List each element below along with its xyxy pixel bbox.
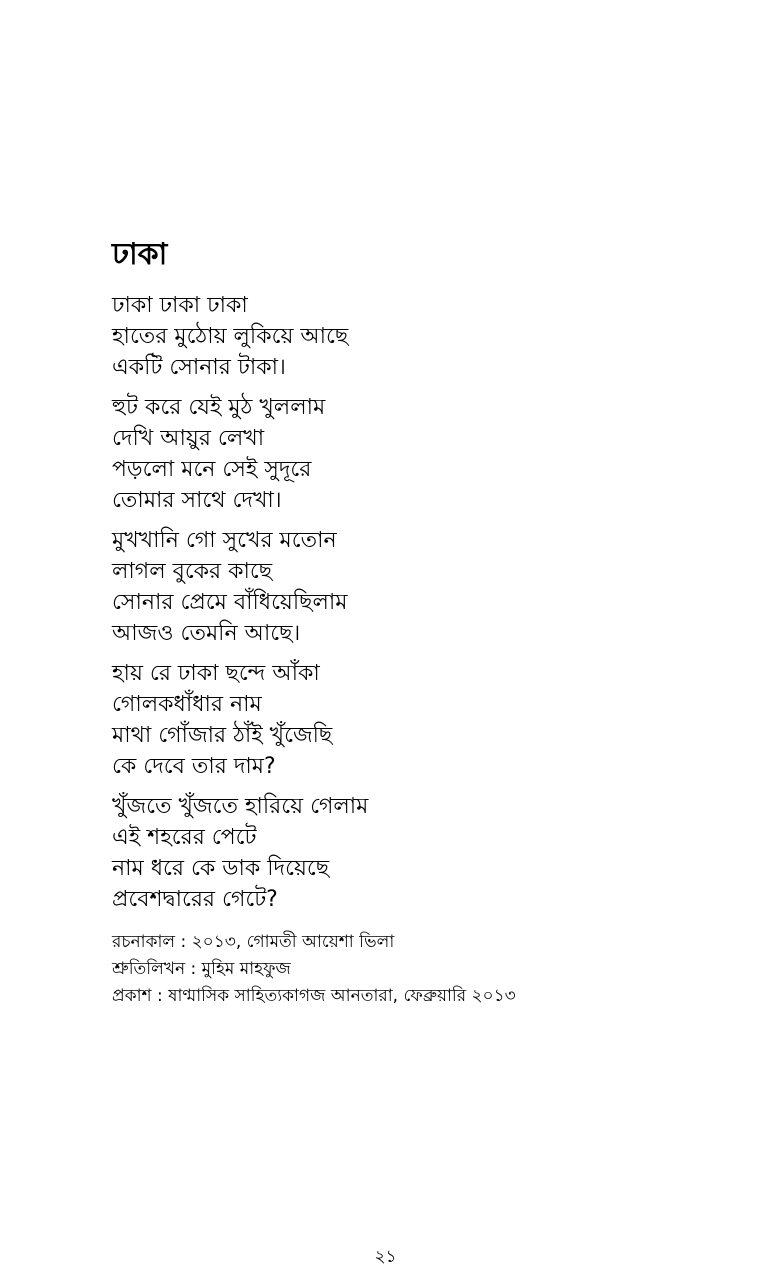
poem-line: গোলকধাঁধার নাম xyxy=(112,692,262,717)
poem-line: একটি সোনার টাকা। xyxy=(112,355,286,380)
page-number: ২১ xyxy=(374,1247,397,1267)
stanza-2 xyxy=(112,392,732,516)
composition-note: রচনাকাল : ২০১৩, গোমতী আয়েশা ভিলা xyxy=(112,932,395,952)
poem-line: পড়লো মনে সেই সুদূরে xyxy=(112,457,312,482)
stanza-1 xyxy=(112,290,732,383)
poem-line: কে দেবে তার দাম? xyxy=(112,754,276,779)
poem-line: হুট করে যেই মুঠ খুললাম xyxy=(112,395,326,420)
poem-line: খুঁজতে খুঁজতে হারিয়ে গেলাম xyxy=(112,794,369,819)
poem-line: মাথা গোঁজার ঠাঁই খুঁজেছি xyxy=(112,723,333,748)
poem-line: তোমার সাথে দেখা। xyxy=(112,488,282,513)
poem-line: দেখি আয়ুর লেখা xyxy=(112,426,265,451)
poem-line: এই শহরের পেটে xyxy=(112,825,257,850)
poem-line: ঢাকা ঢাকা ঢাকা xyxy=(112,293,248,318)
poem-title: ঢাকা xyxy=(112,237,168,272)
poem-line: আজও তেমনি আছে। xyxy=(112,621,301,646)
poem-line: সোনার প্রেমে বাঁধিয়েছিলাম xyxy=(112,590,348,615)
publication-note: প্রকাশ : ষাণ্মাসিক সাহিত্যকাগজ আনতারা, ফেব্রুয়ারি ২০১৩ xyxy=(112,986,516,1006)
publication-meta xyxy=(112,929,732,1010)
poem-line: প্রবেশদ্বারের গেটে? xyxy=(112,887,278,912)
poem-line: মুখখানি গো সুখের মতোন xyxy=(112,528,337,553)
stanza-4 xyxy=(112,658,732,782)
poem-line: নাম ধরে কে ডাক দিয়েছে xyxy=(112,856,330,881)
stanza-3 xyxy=(112,525,732,649)
page-content xyxy=(112,232,732,1010)
poem-line: লাগল বুকের কাছে xyxy=(112,559,273,584)
stanza-5 xyxy=(112,791,732,915)
poem-line: হায় রে ঢাকা ছন্দে আঁকা xyxy=(112,661,320,686)
poem-line: হাতের মুঠোয় লুকিয়ে আছে xyxy=(112,324,349,349)
transcription-credit: শ্রুতিলিখন : মুহিম মাহফুজ xyxy=(112,959,291,979)
